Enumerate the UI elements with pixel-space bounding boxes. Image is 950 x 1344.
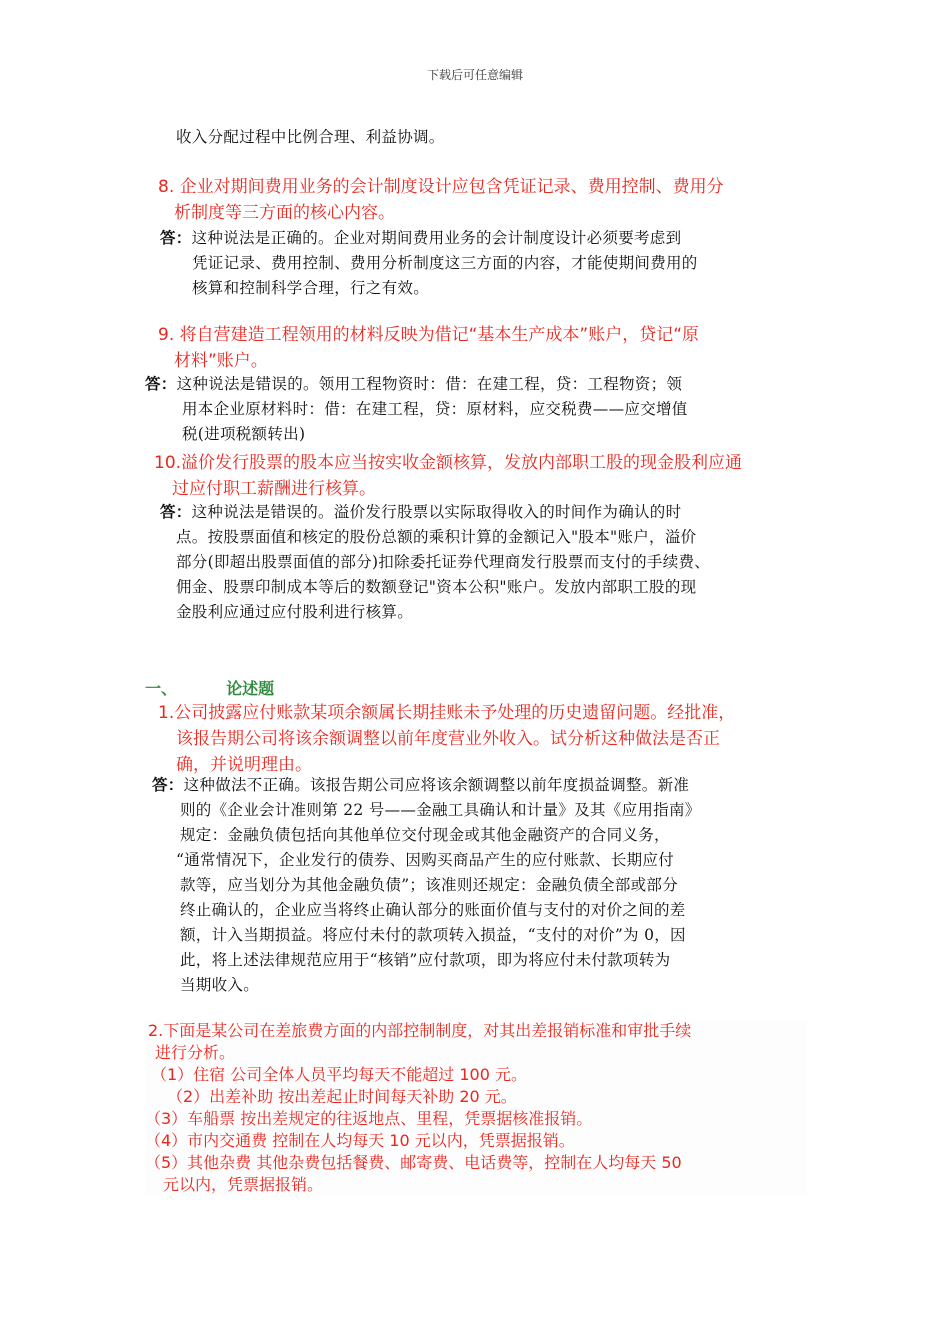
- answer-8: [160, 226, 698, 301]
- answer-line: 税(进项税额转出): [182, 425, 306, 443]
- list-item: （2）出差补助 按出差起止时间每天补助 20 元。: [167, 1087, 517, 1106]
- answer-line: 这种做法不正确。该报告期公司应将该余额调整以前年度损益调整。新准: [183, 776, 690, 794]
- answer-line: 此，将上述法律规范应用于“核销”应付款项，即为将应付未付款项转为: [180, 951, 671, 969]
- question-line: 2.下面是某公司在差旅费方面的内部控制制度，对其出差报销标准和审批手续: [148, 1021, 692, 1040]
- answer-line: 额，计入当期损益。将应付未付的款项转入损益，“支付的对价”为 0，因: [180, 926, 686, 944]
- section-number: 一、: [145, 679, 178, 698]
- essay-answer-1: [152, 773, 701, 998]
- list-item: （4）市内交通费 控制在人均每天 10 元以内，凭票据报销。: [145, 1131, 575, 1150]
- answer-line: 这种说法是正确的。企业对期间费用业务的会计制度设计必须要考虑到: [191, 229, 682, 247]
- answer-line: “通常情况下，企业发行的债券、因购买商品产生的应付账款、长期应付: [176, 851, 675, 869]
- answer-line: 佣金、股票印制成本等后的数额登记"资本公积"账户。发放内部职工股的现: [176, 578, 697, 596]
- answer-line: 则的《企业会计准则第 22 号——金融工具确认和计量》及其《应用指南》: [180, 801, 701, 819]
- essay-question-1: [158, 700, 735, 778]
- answer-line: 部分(即超出股票面值的部分)扣除委托证券代理商发行股票而支付的手续费、: [176, 553, 711, 571]
- answer-line: 款等，应当划分为其他金融负债”；该准则还规定：金融负债全部或部分: [180, 876, 679, 894]
- answer-line: 金股利应通过应付股利进行核算。: [176, 603, 414, 621]
- list-item: （1）住宿 公司全体人员平均每天不能超过 100 元。: [151, 1065, 527, 1084]
- list-item: 元以内，凭票据报销。: [163, 1175, 324, 1194]
- answer-line: 凭证记录、费用控制、费用分析制度这三方面的内容，才能使期间费用的: [192, 254, 698, 272]
- answer-label: 答：: [145, 375, 177, 393]
- answer-9: [145, 372, 688, 447]
- answer-label: 答：: [160, 229, 192, 247]
- question-8: [158, 174, 724, 226]
- page-header: 下载后可任意编辑: [426, 68, 523, 82]
- answer-line: 规定：金融负债包括向其他单位交付现金或其他金融资产的合同义务，: [180, 826, 670, 844]
- intro-line: 收入分配过程中比例合理、利益协调。: [176, 128, 445, 146]
- question-line: 过应付职工薪酬进行核算。: [172, 479, 376, 499]
- question-line: 进行分析。: [155, 1043, 236, 1062]
- answer-label: 答：: [160, 503, 192, 521]
- question-line: 8. 企业对期间费用业务的会计制度设计应包含凭证记录、费用控制、费用分: [158, 177, 724, 197]
- question-line: 1.公司披露应付账款某项余额属长期挂账未予处理的历史遗留问题。经批准，: [158, 703, 736, 723]
- answer-line: 核算和控制科学合理，行之有效。: [192, 279, 430, 297]
- question-line: 该报告期公司将该余额调整以前年度营业外收入。试分析这种做法是否正: [176, 729, 720, 749]
- answer-line: 终止确认的，企业应当将终止确认部分的账面价值与支付的对价之间的差: [180, 901, 686, 919]
- question-line: 10.溢价发行股票的股本应当按实收金额核算，发放内部职工股的现金股利应通: [154, 453, 743, 473]
- section-heading: [145, 676, 274, 699]
- question-9: [158, 322, 699, 374]
- question-line: 材料”账户。: [174, 351, 268, 371]
- answer-line: 点。按股票面值和核定的股份总额的乘积计算的金额记入"股本"账户，溢价: [176, 528, 697, 546]
- answer-line: 当期收入。: [180, 976, 260, 994]
- list-item: （3）车船票 按出差规定的往返地点、里程，凭票据核准报销。: [145, 1109, 593, 1128]
- question-line: 析制度等三方面的核心内容。: [174, 203, 395, 223]
- answer-line: 这种说法是错误的。溢价发行股票以实际取得收入的时间作为确认的时: [191, 503, 682, 521]
- question-line: 9. 将自营建造工程领用的材料反映为借记“基本生产成本”账户，贷记“原: [158, 325, 700, 345]
- answer-line: 这种说法是错误的。领用工程物资时：借：在建工程，贷：工程物资；领: [176, 375, 683, 393]
- list-item: （5）其他杂费 其他杂费包括餐费、邮寄费、电话费等，控制在人均每天 50: [145, 1153, 682, 1172]
- answer-line: 用本企业原材料时：借：在建工程，贷：原材料，应交税费——应交增值: [182, 400, 688, 418]
- question-10: [154, 450, 742, 502]
- section-title: 论述题: [226, 679, 275, 698]
- essay-question-2: [145, 1020, 807, 1196]
- answer-label: 答：: [152, 776, 184, 794]
- answer-10: [160, 500, 710, 625]
- question-line: 确，并说明理由。: [176, 755, 312, 775]
